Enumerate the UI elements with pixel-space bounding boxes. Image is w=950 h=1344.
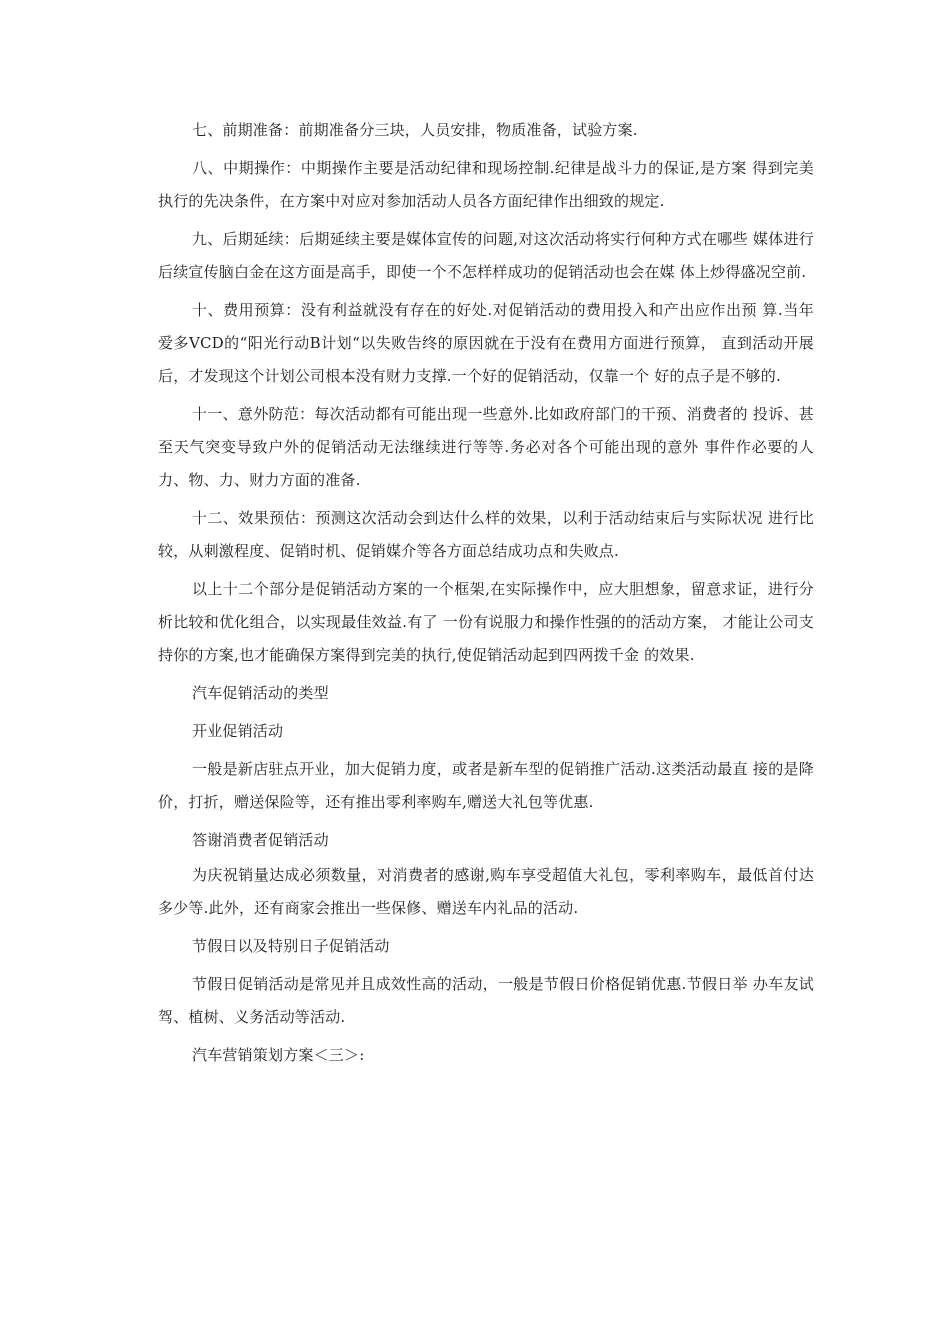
document-page xyxy=(158,114,814,1072)
paragraph-thanks-promotion: 为庆祝销量达成必须数量，对消费者的感谢,购车享受超值大礼包，零利率购车，最低首付达多少等.此外，还有商家会推出一些保修、赠送车内礼品的活动. xyxy=(158,866,814,917)
paragraph-4: 十、费用预算：没有利益就没有存在的好处.对促销活动的费用投入和产出应作出预 算.当年爱多VCD的“阳光行动B计划“以失败告终的原因就在于没有在费用方面进行预算， 直到活动开展后，才发现这个计划公司根本没有财力支撑.一个好的促销活动，仅靠一个 好的点子是不够的. xyxy=(158,301,814,385)
heading-promotion-types: 汽车促销活动的类型 xyxy=(192,684,329,702)
paragraph-holiday-promotion: 节假日促销活动是常见并且成效性高的活动，一般是节假日价格促销优惠.节假日举 办车友试驾、植树、义务活动等活动. xyxy=(158,975,814,1026)
paragraph-7: 以上十二个部分是促销活动方案的一个框架,在实际操作中，应大胆想象，留意求证，进行分析比较和优化组合，以实现最佳效益.有了 一份有说服力和操作性强的的活动方案， 才能让公司支持你的方案,也才能确保方案得到完美的执行,使促销活动起到四两拨千金 的效果. xyxy=(158,580,814,664)
paragraph-5: 十一、意外防范：每次活动都有可能出现一些意外.比如政府部门的干预、消费者的 投诉、甚至天气突变导致户外的促销活动无法继续进行等等.务必对各个可能出现的意外 事件作必要的人力、物、力、财力方面的准备. xyxy=(158,405,814,489)
paragraph-2: 八、中期操作：中期操作主要是活动纪律和现场控制.纪律是战斗力的保证,是方案 得到完美执行的先决条件，在方案中对应对参加活动人员各方面纪律作出细致的规定. xyxy=(158,159,814,210)
heading-thanks-promotion: 答谢消费者促销活动 xyxy=(192,831,329,849)
paragraph-6: 十二、效果预估：预测这次活动会到达什么样的效果，以利于活动结束后与实际状况 进行比较，从刺激程度、促销时机、促销媒介等各方面总结成功点和失败点. xyxy=(158,509,814,560)
paragraph-3: 九、后期延续：后期延续主要是媒体宣传的问题,对这次活动将实行何种方式在哪些 媒体进行后续宣传脑白金在这方面是高手，即使一个不怎样样成功的促销活动也会在媒 体上炒得盛况空前. xyxy=(158,230,814,281)
paragraph-1: 七、前期准备：前期准备分三块，人员安排，物质准备，试验方案. xyxy=(192,121,638,139)
heading-opening-promotion: 开业促销活动 xyxy=(192,722,284,740)
heading-plan-three: 汽车营销策划方案＜三＞: xyxy=(192,1046,365,1064)
paragraph-opening-promotion: 一般是新店驻点开业，加大促销力度，或者是新车型的促销推广活动.这类活动最直 接的是降价，打折，赠送保险等，还有推出零利率购车,赠送大礼包等优惠. xyxy=(158,760,814,811)
heading-holiday-promotion: 节假日以及特别日子促销活动 xyxy=(192,937,390,955)
